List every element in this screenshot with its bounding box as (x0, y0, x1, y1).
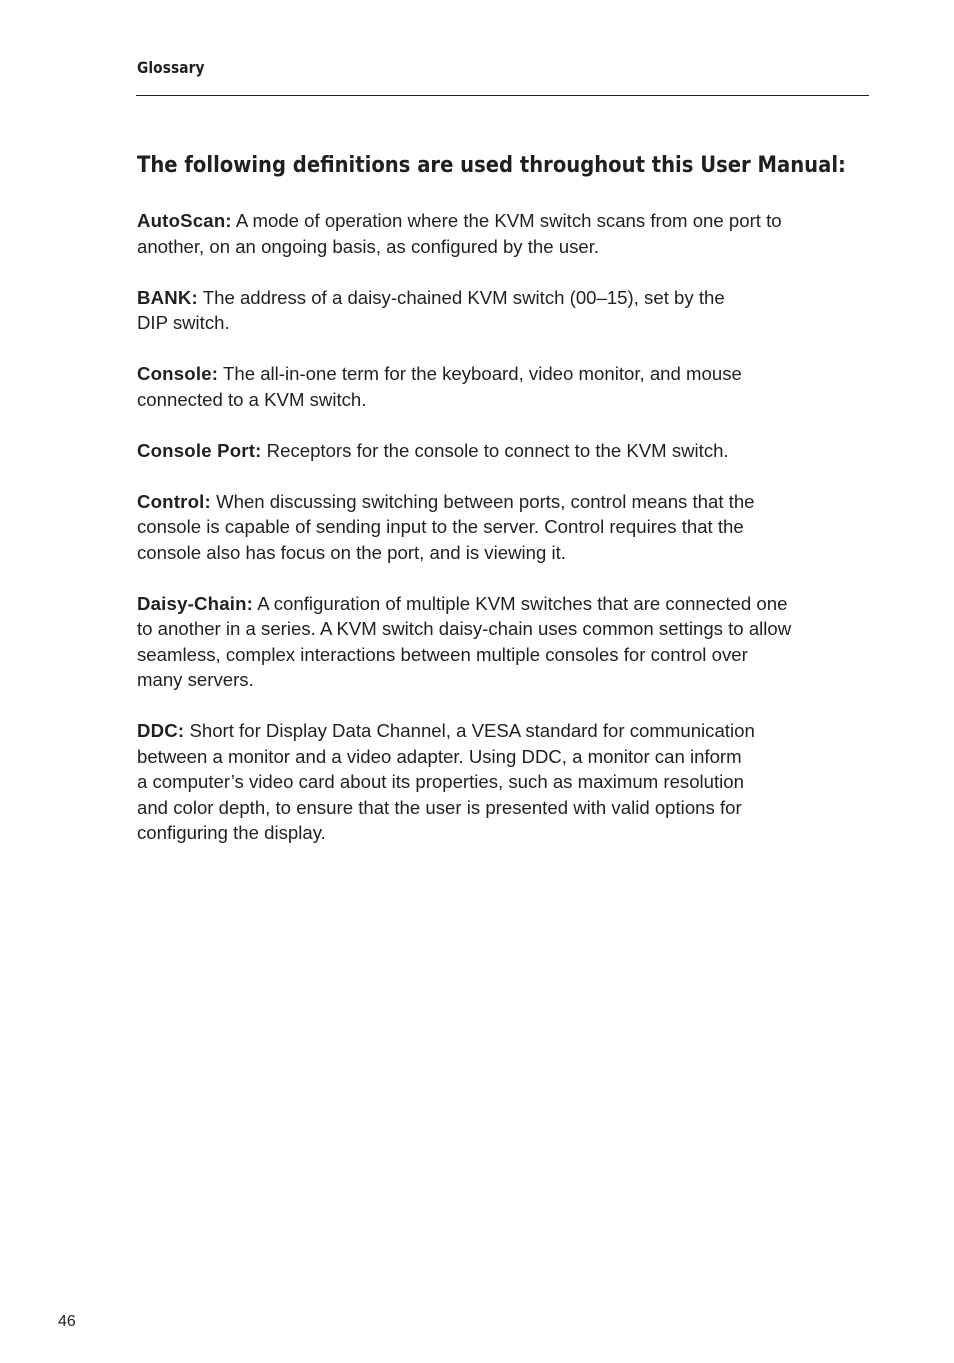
term-ddc: DDC: (137, 720, 185, 741)
definition-text: console is capable of sending input to the server. Control requires that the (137, 516, 744, 537)
definition-text: seamless, complex interactions between multiple consoles for control over (137, 643, 748, 665)
term-daisy-chain: Daisy-Chain: (137, 592, 254, 614)
page-number: 46 (58, 1313, 76, 1330)
definition-autoscan (137, 208, 869, 259)
term-console-port: Console Port: (137, 439, 262, 461)
definition-text: DIP switch. (137, 312, 230, 333)
term-bank: BANK: (137, 286, 198, 308)
definition-text: The address of a daisy-chained KVM switch (00–15), set by the (202, 286, 725, 308)
definition-text: configuring the display. (137, 822, 326, 843)
definition-text: Short for Display Data Channel, a VESA standard for communication (189, 720, 755, 741)
definition-text: console also has focus on the port, and is viewing it. (137, 541, 566, 563)
definition-control (137, 489, 869, 566)
definition-text: many servers. (137, 669, 254, 690)
term-console: Console: (137, 363, 219, 384)
definition-text: A configuration of multiple KVM switches that are connected one (257, 592, 788, 614)
definition-text: connected to a KVM switch. (137, 388, 367, 410)
definition-console-port (137, 438, 869, 464)
definition-text: and color depth, to ensure that the user is presented with valid options for (137, 796, 742, 818)
term-autoscan: AutoScan: (137, 210, 232, 231)
definition-text: When discussing switching between ports, control means that the (216, 490, 755, 512)
definition-text: between a monitor and a video adapter. Using DDC, a monitor can inform (137, 745, 742, 767)
definition-text: another, on an ongoing basis, as configured by the user. (137, 235, 600, 257)
definition-text: The all-in-one term for the keyboard, video monitor, and mouse (223, 363, 742, 384)
definition-text: Receptors for the console to connect to the KVM switch. (266, 439, 729, 461)
definition-ddc (137, 718, 869, 846)
definition-text: to another in a series. A KVM switch daisy-chain uses common settings to allow (137, 618, 792, 639)
header-rule (136, 95, 869, 96)
running-header: Glossary (137, 58, 205, 77)
glossary-content (137, 150, 869, 871)
term-control: Control: (137, 490, 211, 512)
definition-text: a computer’s video card about its properties, such as maximum resolution (137, 771, 744, 792)
definition-text: A mode of operation where the KVM switch scans from one port to (235, 210, 782, 231)
intro-heading: The following definitions are used throughout this User Manual: (137, 153, 846, 178)
definition-daisy-chain (137, 591, 869, 693)
definition-bank (137, 285, 869, 336)
definition-console (137, 361, 869, 412)
